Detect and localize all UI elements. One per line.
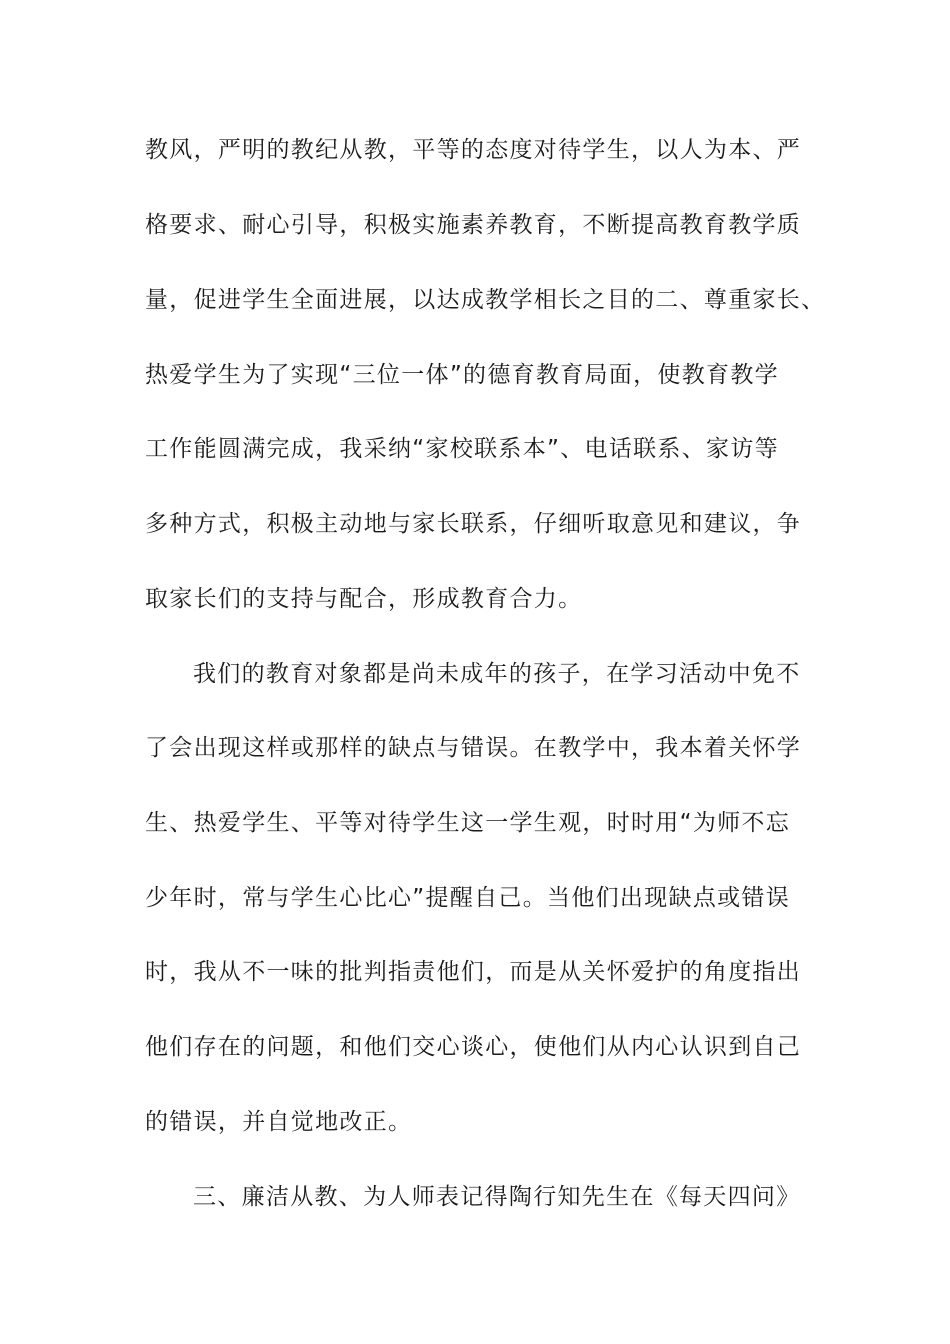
text-line: 教风，严明的教纪从教，平等的态度对待学生，以人为本、严 xyxy=(145,137,802,163)
text-line: 工作能圆满完成，我采纳“家校联系本”、电话联系、家访等 xyxy=(145,436,779,462)
text-line: 了会出现这样或那样的缺点与错误。在教学中，我本着关怀学 xyxy=(145,735,802,761)
text-line: 多种方式，积极主动地与家长联系，仔细听取意见和建议，争 xyxy=(145,511,802,537)
text-line: 少年时，常与学生心比心”提醒自己。当他们出现缺点或错误 xyxy=(145,885,791,911)
text-line: 取家长们的支持与配合，形成教育合力。 xyxy=(145,586,583,612)
section-heading-line: 三、廉洁从教、为人师表记得陶行知先生在《每天四问》 xyxy=(193,1184,801,1210)
text-line: 他们存在的问题，和他们交心谈心，使他们从内心认识到自己 xyxy=(145,1034,802,1060)
paragraph-first-line: 我们的教育对象都是尚未成年的孩子，在学习活动中免不 xyxy=(193,661,801,687)
text-line: 格要求、耐心引导，积极实施素养教育，不断提高教育教学质 xyxy=(145,212,802,238)
text-line: 量，促进学生全面进展，以达成教学相长之目的二、尊重家长、 xyxy=(145,287,826,313)
text-line: 生、热爱学生、平等对待学生这一学生观，时时用“为师不忘 xyxy=(145,810,791,836)
text-line: 时，我从不一味的批判指责他们，而是从关怀爱护的角度指出 xyxy=(145,959,802,985)
text-line: 的错误，并自觉地改正。 xyxy=(145,1109,413,1135)
text-line: 热爱学生为了实现“三位一体”的德育教育局面，使教育教学 xyxy=(145,362,779,388)
